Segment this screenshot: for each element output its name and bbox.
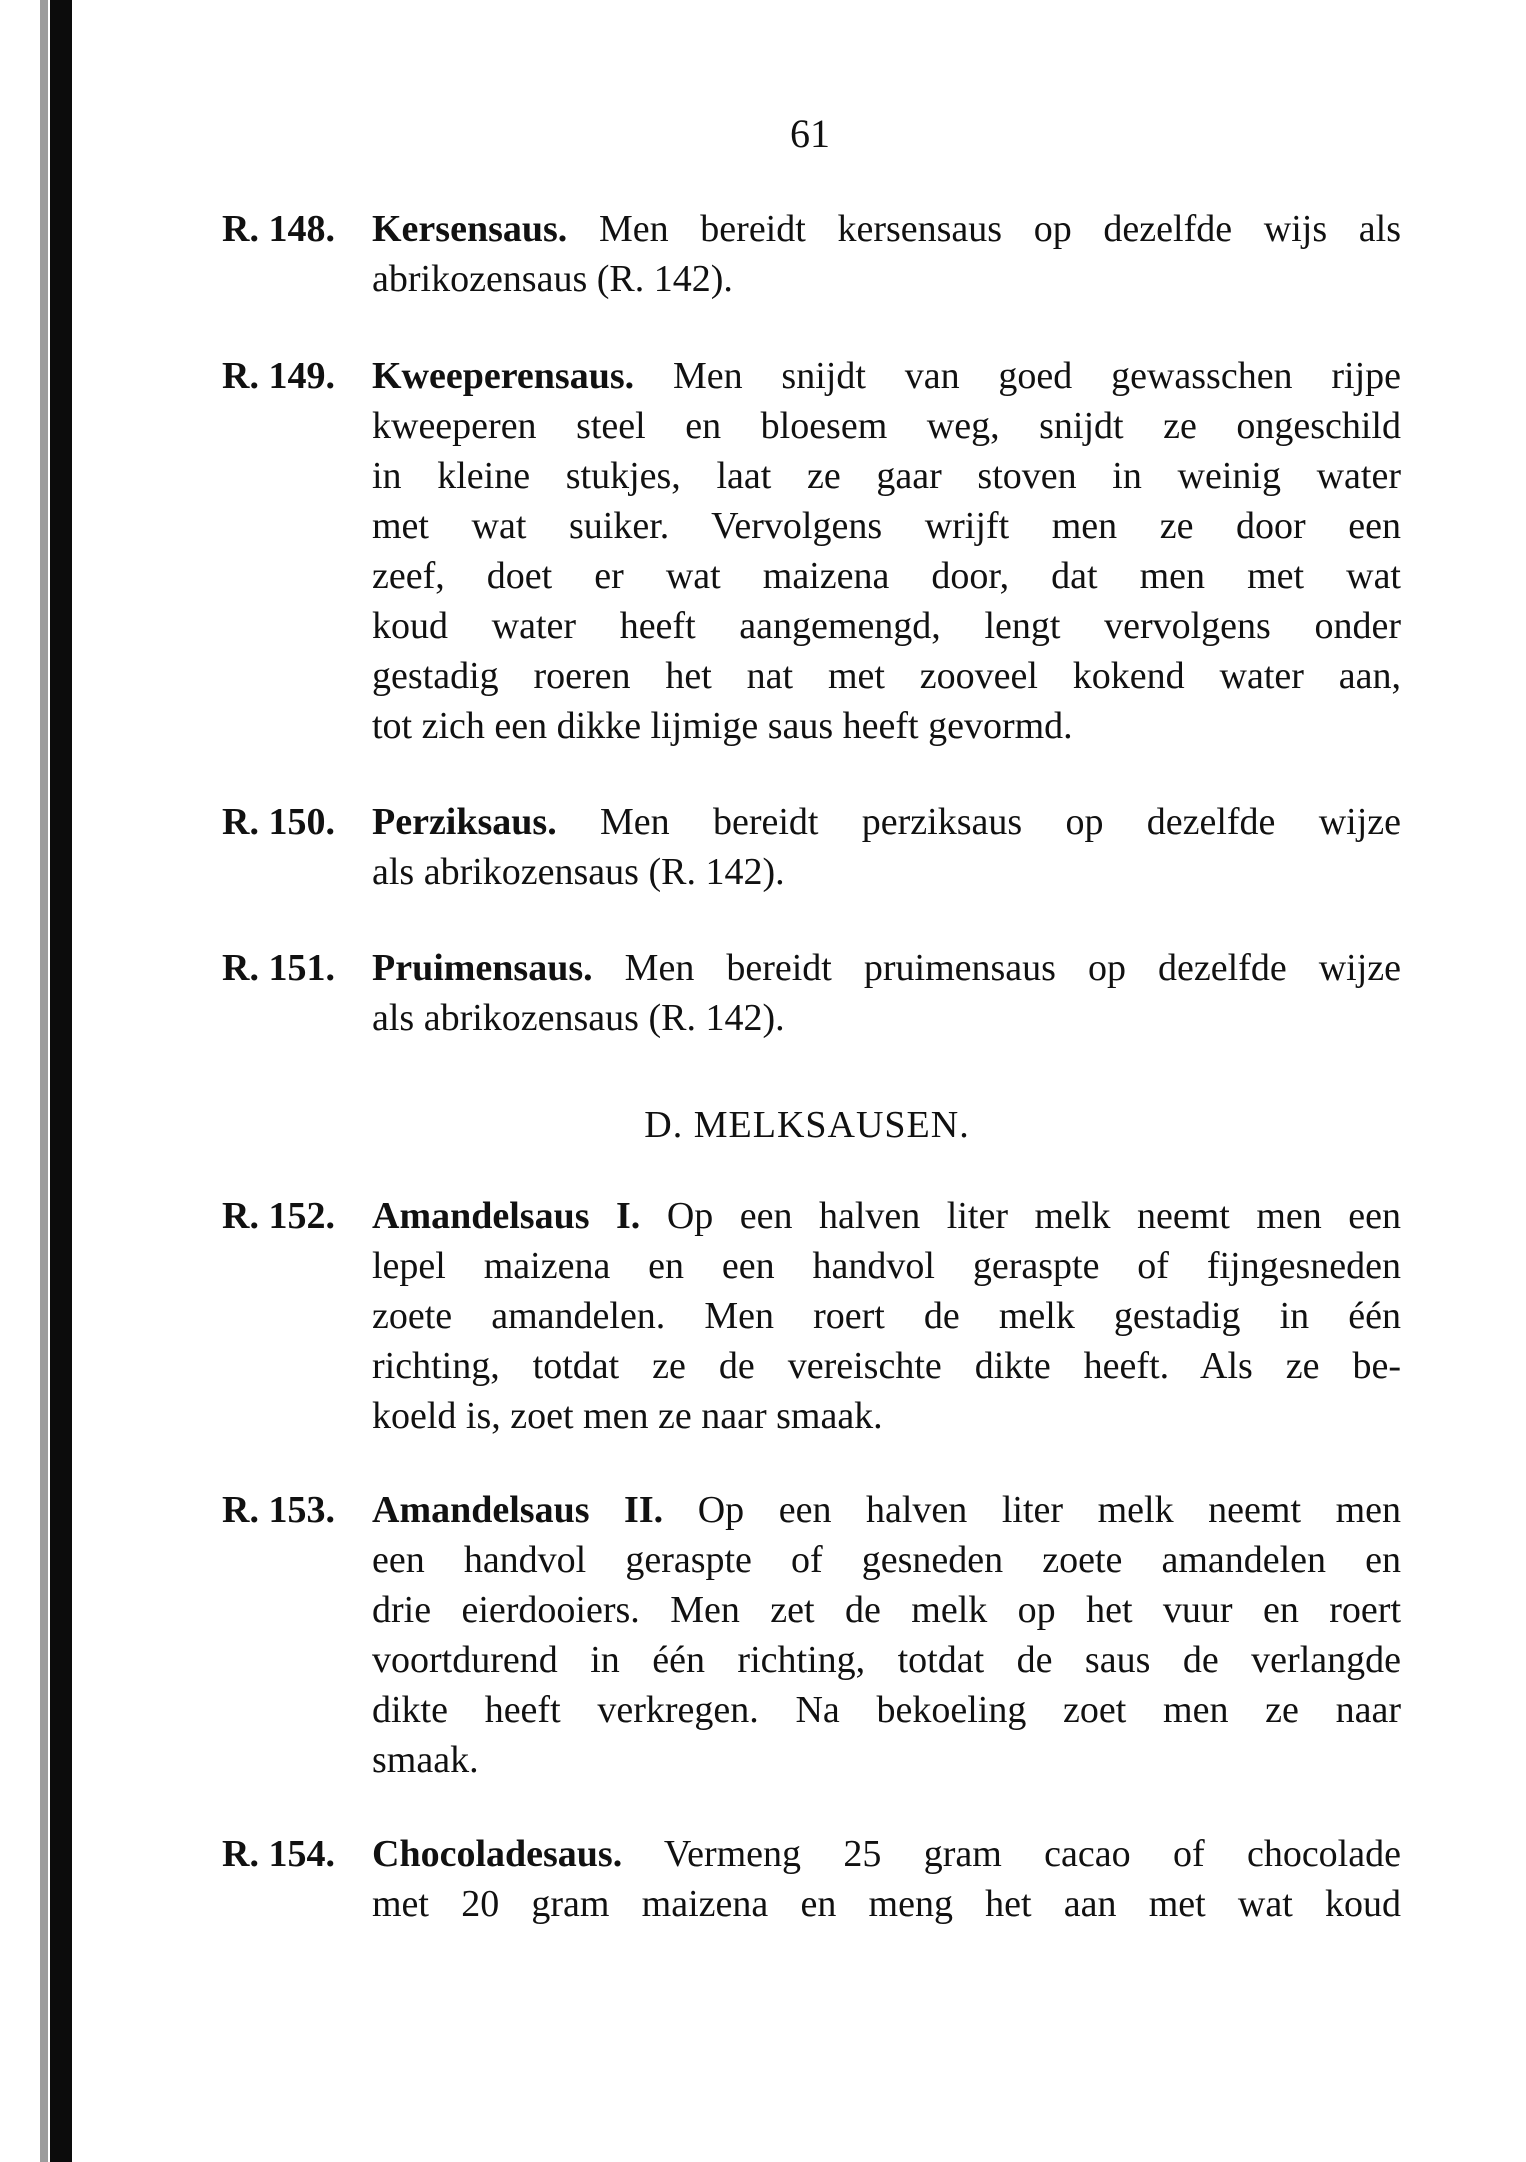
line-text: in kleine stukjes, laat ze gaar stoven in weinig water (372, 455, 1401, 497)
line-text: drie eierdooiers. Men zet de melk op het vuur en roert (372, 1589, 1401, 1631)
recipe-number: R. 149. (222, 355, 335, 397)
recipe-number: R. 154. (222, 1833, 335, 1875)
text-line (372, 1291, 1401, 1341)
text-line (372, 1341, 1401, 1391)
recipe-number: R. 148. (222, 208, 335, 250)
text-line (372, 701, 1401, 751)
recipe-text (372, 1485, 1401, 1785)
line-text: Men snijdt van goed gewasschen rijpe (672, 355, 1402, 397)
line-text: abrikozensaus (R. 142). (372, 258, 733, 300)
page-number: 61 (790, 111, 830, 156)
text-line (372, 1191, 1401, 1241)
line-text: koeld is, zoet men ze naar smaak. (372, 1395, 883, 1437)
scan-binding-edge (50, 0, 72, 2162)
text-line (372, 1879, 1401, 1929)
line-text: met 20 gram maizena en meng het aan met wat koud (372, 1883, 1401, 1925)
recipe-text (372, 1191, 1401, 1441)
text-line (372, 551, 1401, 601)
text-line (372, 1535, 1401, 1585)
recipe-title: Kweeperensaus. (372, 355, 635, 397)
recipe-title: Kersensaus. (372, 208, 568, 250)
line-text: richting, totdat ze de vereischte dikte heeft. Als ze be- (372, 1345, 1401, 1387)
line-text: zoete amandelen. Men roert de melk gestadig in één (372, 1295, 1401, 1337)
text-line (372, 797, 1401, 847)
text-line (372, 1685, 1401, 1735)
line-text: als abrikozensaus (R. 142). (372, 997, 785, 1039)
recipe-number: R. 153. (222, 1489, 335, 1531)
text-line (372, 451, 1401, 501)
text-line (372, 254, 1401, 304)
recipe-title: Amandelsaus I. (372, 1195, 641, 1237)
line-text: zeef, doet er wat maizena door, dat men met wat (372, 555, 1401, 597)
recipe-number: R. 152. (222, 1195, 335, 1237)
recipe-text (372, 351, 1401, 751)
text-line (372, 993, 1401, 1043)
text-line (372, 351, 1401, 401)
recipe-text (372, 943, 1401, 1043)
line-text: Op een halven liter melk neemt men een (666, 1195, 1401, 1237)
line-text: een handvol geraspte of gesneden zoete amandelen en (372, 1539, 1401, 1581)
text-line (372, 1241, 1401, 1291)
text-line (372, 943, 1401, 993)
recipe-title: Amandelsaus II. (372, 1489, 664, 1531)
recipe-number: R. 150. (222, 801, 335, 843)
text-line (372, 1485, 1401, 1535)
line-text: smaak. (372, 1739, 479, 1781)
recipe-text (372, 1829, 1401, 1929)
line-text: met wat suiker. Vervolgens wrijft men ze door een (372, 505, 1401, 547)
line-text: koud water heeft aangemengd, lengt vervolgens onder (372, 605, 1401, 647)
recipe-title: Chocoladesaus. (372, 1833, 623, 1875)
recipe-title: Pruimensaus. (372, 947, 593, 989)
text-line (372, 204, 1401, 254)
text-line (372, 401, 1401, 451)
line-text: lepel maizena en een handvol geraspte of fijngesneden (372, 1245, 1401, 1287)
line-text: als abrikozensaus (R. 142). (372, 851, 785, 893)
line-text: gestadig roeren het nat met zooveel kokend water aan, (372, 655, 1401, 697)
recipe-text (372, 797, 1401, 897)
line-text: Men bereidt pruimensaus op dezelfde wijze (624, 947, 1402, 989)
text-line (372, 1635, 1401, 1685)
line-text: Op een halven liter melk neemt men (697, 1489, 1401, 1531)
scan-edge-shadow (40, 0, 48, 2162)
line-text: voortdurend in één richting, totdat de saus de verlangde (372, 1639, 1401, 1681)
line-text: kweeperen steel en bloesem weg, snijdt ze ongeschild (372, 405, 1401, 447)
line-text: dikte heeft verkregen. Na bekoeling zoet men ze naar (372, 1689, 1401, 1731)
text-line (372, 1585, 1401, 1635)
line-text: Men bereidt kersensaus op dezelfde wijs als (598, 208, 1401, 250)
text-line (372, 1735, 1401, 1785)
line-text: Men bereidt perziksaus op dezelfde wijze (600, 801, 1401, 843)
text-line (372, 601, 1401, 651)
recipe-title: Perziksaus. (372, 801, 557, 843)
recipe-text (372, 204, 1401, 304)
text-line (372, 1829, 1401, 1879)
recipe-number: R. 151. (222, 947, 335, 989)
section-heading: D. MELKSAUSEN. (644, 1104, 970, 1146)
text-line (372, 501, 1401, 551)
line-text: tot zich een dikke lijmige saus heeft gevormd. (372, 705, 1073, 747)
text-line (372, 651, 1401, 701)
text-line (372, 847, 1401, 897)
text-line (372, 1391, 1401, 1441)
line-text: Vermeng 25 gram cacao of chocolade (663, 1833, 1401, 1875)
